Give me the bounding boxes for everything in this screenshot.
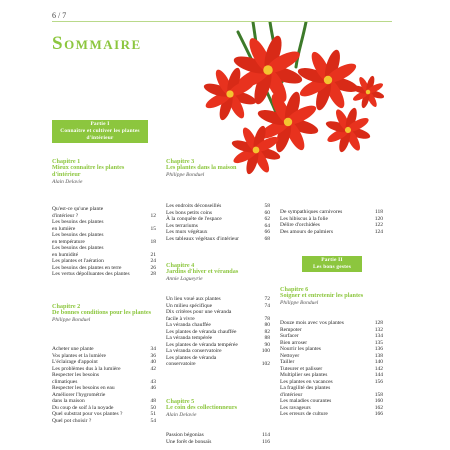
toc-entry-page: 160 (374, 398, 383, 404)
toc-entry-title: Nourrir les plantes (280, 346, 321, 352)
toc-entry-title: Les ravageurs (280, 404, 311, 411)
chapter-2-entries (52, 346, 156, 424)
chapter-5-entries (166, 432, 270, 445)
toc-entry-title: La fragilité des plantes (280, 385, 331, 391)
toc-entry-page: 48 (150, 398, 156, 404)
toc-entry-title: À la conquête de l'espace (166, 216, 222, 222)
chapter-4-heading (166, 262, 270, 282)
part1-box (52, 120, 148, 143)
toc-entry-title: Les hibiscus à la folie (280, 215, 328, 222)
toc-entry-page: 34 (150, 346, 156, 352)
toc-entry-title: Les tableaux végétaux d'intérieur (166, 235, 239, 242)
chapter-label: Chapitre 3 (166, 158, 195, 165)
toc-entry-title: en humidité (52, 251, 79, 258)
toc-entry-page: 24 (150, 258, 156, 264)
toc-entry-page: 21 (150, 251, 156, 258)
toc-entry-title: Multiplier ses plantes (280, 372, 328, 378)
toc-entry-page: 156 (374, 378, 383, 385)
chapter-5-entries-continued (280, 209, 383, 235)
toc-entry-title: Améliorer l'hygrométrie (52, 391, 106, 398)
toc-entry-title: d'intérieur (280, 391, 303, 398)
part1-label: Partie I (90, 121, 110, 127)
toc-entry-title: Douze mois avec vos plantes (280, 320, 344, 326)
toc-entry-page: 51 (150, 411, 156, 417)
toc-entry-title: Respecter les besoins en eau (52, 385, 115, 391)
toc-entry-page: 82 (264, 328, 270, 335)
toc-entry-page: 138 (374, 352, 383, 359)
toc-entry-page: 120 (374, 215, 383, 222)
toc-entry-title: Dix critères pour une véranda (166, 309, 232, 315)
chapter-author: Annie Lagueyrie (166, 275, 203, 282)
toc-entry-page: 162 (374, 404, 383, 411)
toc-entry-title: Les besoins des plantes en terre (52, 264, 122, 271)
chapter-3-heading (166, 158, 266, 178)
toc-entry-title: Acheter une plante (52, 346, 94, 352)
chapter-1-heading (52, 158, 152, 185)
toc-entry (52, 418, 156, 425)
toc-entry-page: 12 (150, 212, 156, 219)
chapter-3-entries (166, 203, 270, 242)
chapter-5-heading (166, 398, 270, 418)
toc-entry-title: Quel substrat pour vos plantes ? (52, 411, 123, 417)
chapter-title: Jardins d'hiver et vérandas (166, 268, 239, 275)
toc-entry-page: 90 (264, 341, 270, 348)
toc-entry-title: Les besoins des plantes (52, 245, 104, 251)
toc-entry-title: Les problèmes dus à la lumière (52, 365, 121, 372)
toc-entry-page: 74 (264, 302, 270, 309)
toc-entry-page: 80 (264, 322, 270, 328)
toc-entry-page: 100 (261, 348, 270, 354)
chapter-title: Le coin des collectionneurs (166, 404, 237, 411)
toc-entry-page: 102 (261, 361, 270, 367)
toc-entry-title: Les plantes en vacances (280, 378, 333, 385)
part2-title: Les bons gestes (312, 264, 352, 270)
toc-entry-title: La véranda chauffée (166, 322, 211, 328)
chapter-4-entries (166, 296, 270, 368)
toc-entry-title: climatiques (52, 378, 78, 385)
chapter-label: Chapitre 5 (166, 398, 195, 405)
part1-title: Connaître et cultiver les plantes d'intérieur (60, 128, 140, 141)
toc-entry-title: L'éclairage d'appoint (52, 359, 98, 365)
toc-entry-page: 58 (264, 203, 270, 209)
toc-entry-page: 116 (261, 438, 270, 445)
toc-entry-title: Les endroits déconseillés (166, 203, 222, 209)
toc-entry-page: 66 (264, 229, 270, 235)
toc-entry-title: Les murs végétaux (166, 229, 208, 235)
toc-entry-page: 122 (374, 222, 383, 228)
toc-entry-page: 158 (374, 391, 383, 398)
toc-entry-title: La véranda conservatoire (166, 348, 222, 354)
toc-entry-page: 36 (150, 352, 156, 359)
toc-entry-title: Bien arroser (280, 339, 308, 346)
part2-box (302, 256, 362, 272)
toc-entry-title: Un lieu voué aux plantes (166, 296, 221, 302)
toc-entry-page: 42 (150, 365, 156, 372)
toc-entry (280, 229, 383, 236)
toc-entry-title: Les bons petits coins (166, 209, 212, 216)
toc-entry-page: 88 (264, 335, 270, 341)
toc-entry-page: 26 (150, 264, 156, 271)
toc-entry-title: en température (52, 238, 85, 245)
toc-entry-title: Surfacer (280, 333, 299, 339)
chapter-author: Philippe Bonduel (280, 299, 319, 306)
toc-entry-title: Les plantes et l'aération (52, 258, 104, 264)
toc-entry-title: d'intérieur ? (52, 212, 79, 219)
toc-entry-title: Tailler (280, 359, 295, 365)
toc-entry-title: Qu'est-ce qu'une plante (52, 206, 104, 212)
toc-entry-title: en lumière (52, 225, 76, 232)
toc-entry-title: Délire d'orchidées (280, 222, 320, 228)
chapter-author: Alain Delavie (166, 411, 197, 418)
chapter-title: Les plantes dans la maison (166, 164, 237, 171)
toc-entry-page: 15 (150, 225, 156, 232)
toc-entry-page: 43 (150, 378, 156, 385)
toc-entry-title: La véranda tempérée (166, 335, 213, 341)
toc-entry-title: Les maladies courantes (280, 398, 332, 404)
chapter-6-heading (280, 286, 384, 306)
chapter-title: Soigner et entretenir les plantes (280, 292, 364, 299)
toc-entry-title: Les besoins des plantes (52, 232, 104, 238)
toc-entry-title: Un milieu spécifique (166, 302, 213, 309)
toc-entry (280, 411, 383, 418)
toc-entry-page: 114 (261, 432, 270, 438)
toc-entry-page: 135 (374, 339, 383, 346)
toc-entry-page: 142 (374, 365, 383, 372)
toc-entry-title: Quel pot choisir ? (52, 417, 92, 424)
chapter-1-entries (52, 206, 156, 278)
toc-entry-title: Tuteurer et palisser (280, 365, 323, 372)
toc-entry-title: Les plantes de véranda tempérée (166, 341, 238, 348)
chapter-label: Chapitre 2 (52, 303, 81, 310)
toc-entry-page: 18 (150, 238, 156, 245)
chapter-author: Philippe Bonduel (52, 316, 91, 323)
toc-entry-page: 132 (374, 326, 383, 333)
toc-entry-title: dans la maison (52, 398, 85, 404)
toc-entry-page: 118 (374, 209, 383, 215)
toc-entry-page: 40 (150, 359, 156, 365)
toc-entry-page: 78 (264, 315, 270, 322)
toc-entry-page: 144 (374, 372, 383, 378)
toc-entry-title: Les terrariums (166, 222, 198, 229)
chapter-2-heading (52, 303, 152, 323)
toc-entry-page: 46 (150, 385, 156, 391)
toc-entry-title: Les erreurs de culture (280, 411, 328, 417)
toc-entry-page: 50 (150, 404, 156, 411)
toc-entry-title: conservatoire (166, 361, 196, 367)
toc-entry-title: facile à vivre (166, 315, 195, 322)
chapter-author: Alain Delavie (52, 178, 83, 185)
toc-entry (166, 236, 270, 243)
toc-entry-page: 140 (374, 359, 383, 365)
chapter-title: De bonnes conditions pour les plantes (52, 309, 152, 316)
toc-entry-title: Vos plantes et la lumière (52, 352, 106, 359)
chapter-label: Chapitre 6 (280, 286, 309, 293)
toc-entry-title: Les plantes de véranda (166, 354, 217, 361)
toc-entry-page: 60 (264, 209, 270, 216)
toc-entry-title: Les besoins des plantes (52, 219, 104, 225)
toc-entry-title: Passion bégonias (166, 432, 204, 438)
toc-entry-page: 128 (374, 320, 383, 326)
part2-label: Partie II (321, 257, 343, 263)
chapter-author: Philippe Bonduel (166, 171, 205, 178)
page-number: 6 / 7 (52, 11, 67, 20)
chapter-label: Chapitre 1 (52, 158, 81, 165)
chapter-6-entries (280, 320, 383, 418)
toc-entry-page: 62 (264, 216, 270, 222)
page-title: Sommaire (52, 33, 142, 54)
toc-entry-page: 136 (374, 346, 383, 352)
toc-entry-page: 124 (374, 228, 383, 235)
chapter-title: Mieux connaître les plantes d'intérieur (52, 164, 125, 178)
toc-entry-page: 134 (374, 333, 383, 339)
toc-entry-page: 28 (150, 271, 156, 277)
chapter-label: Chapitre 4 (166, 262, 195, 269)
toc-entry-title: Rempoter (280, 326, 302, 333)
toc-entry-title: Respecter les besoins (52, 372, 100, 378)
toc-entry-page: 166 (374, 411, 383, 417)
toc-entry-title: Les vertus dépolluantes des plantes (52, 271, 130, 277)
toc-entry-page: 64 (264, 222, 270, 229)
flower-bloom (296, 48, 360, 112)
toc-entry (166, 439, 270, 446)
toc-entry (52, 271, 156, 278)
toc-entry-page: 68 (264, 235, 270, 242)
toc-entry-title: Du coup de soif à la noyade (52, 404, 114, 411)
flower-bloom (325, 107, 372, 154)
toc-entry-title: De sympathiques carnivores (280, 209, 343, 215)
toc-entry (166, 361, 270, 368)
toc-entry-page: 54 (150, 417, 156, 424)
toc-entry-title: Nettoyer (280, 352, 300, 359)
toc-entry-title: Des amours de palmiers (280, 228, 333, 235)
toc-entry-page: 72 (264, 296, 270, 302)
toc-entry-title: Une forêt de bonsaïs (166, 438, 212, 445)
toc-entry-title: Les plantes de véranda chauffée (166, 328, 237, 335)
flower-bloom (351, 75, 384, 109)
